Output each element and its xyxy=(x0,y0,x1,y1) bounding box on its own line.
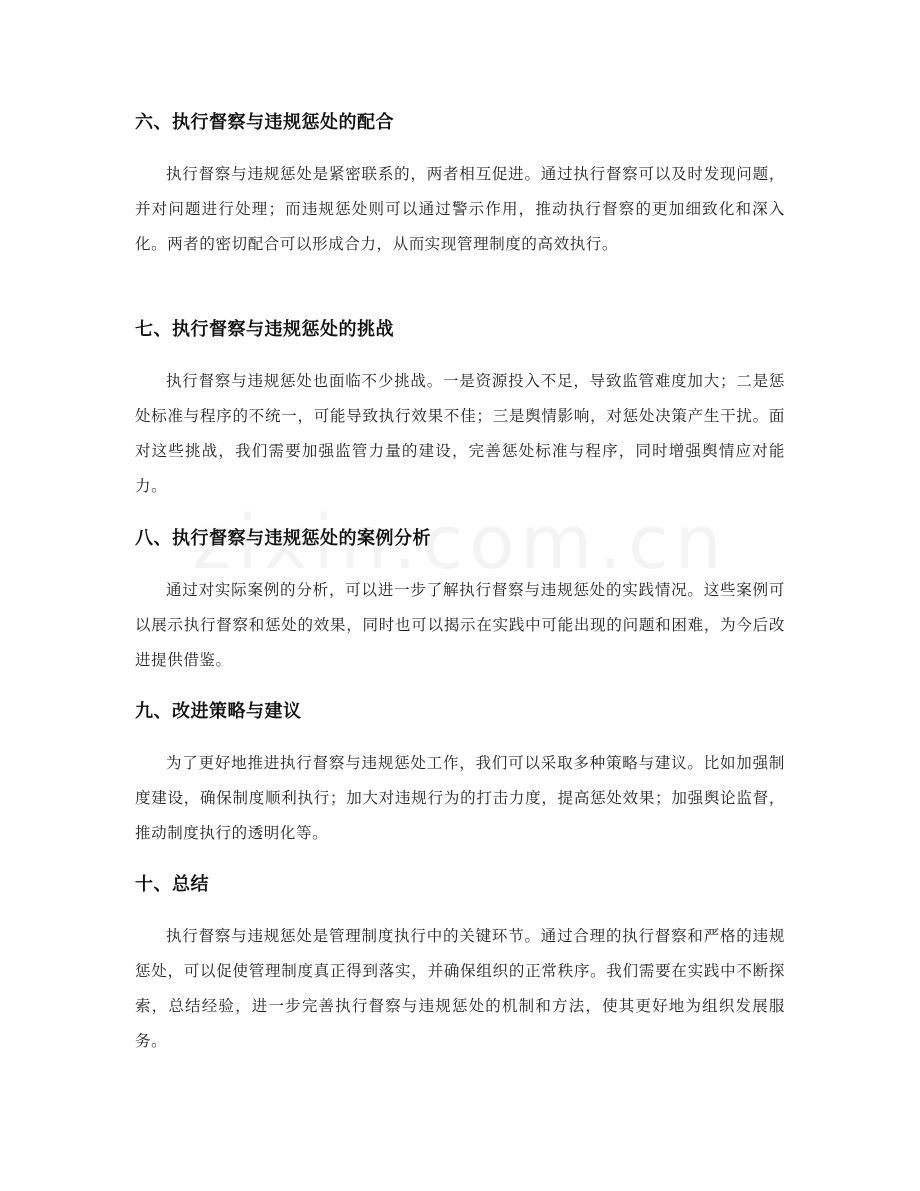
section-heading: 九、改进策略与建议 xyxy=(135,701,302,722)
section-paragraph: 执行督察与违规惩处是紧密联系的，两者相互促进。通过执行督察可以及时发现问题，并对问题进行处理；而违规惩处则可以通过警示作用，推动执行督察的更加细致化和深入化。两者的密切配合可以形成合力，从而实现管理制度的高效执行。 xyxy=(135,165,785,253)
section-10 xyxy=(135,870,785,1059)
section-heading: 八、执行督察与违规惩处的案例分析 xyxy=(135,528,431,549)
section-heading: 七、执行督察与违规惩处的挑战 xyxy=(135,319,394,340)
section-paragraph: 执行督察与违规惩处也面临不少挑战。一是资源投入不足，导致监管难度加大；二是惩处标准与程序的不统一，可能导致执行效果不佳；三是舆情影响，对惩处决策产生干扰。面对这些挑战，我们需要加强监管力量的建设，完善惩处标准与程序，同时增强舆情应对能力。 xyxy=(135,372,785,495)
section-7 xyxy=(135,315,785,504)
section-heading: 十、总结 xyxy=(135,874,209,895)
section-8 xyxy=(135,524,785,678)
section-6 xyxy=(135,108,785,262)
section-paragraph: 为了更好地推进执行督察与违规惩处工作，我们可以采取多种策略与建议。比如加强制度建设，确保制度顺利执行；加大对违规行为的打击力度，提高惩处效果；加强舆论监督，推动制度执行的透明化等。 xyxy=(135,754,785,842)
section-paragraph: 执行督察与违规惩处是管理制度执行中的关键环节。通过合理的执行督察和严格的违规惩处，可以促使管理制度真正得到落实，并确保组织的正常秩序。我们需要在实践中不断探索，总结经验，进一步完善执行督察与违规惩处的机制和方法，使其更好地为组织发展服务。 xyxy=(135,927,785,1050)
section-heading: 六、执行督察与违规惩处的配合 xyxy=(135,112,394,133)
section-9 xyxy=(135,697,785,851)
section-paragraph: 通过对实际案例的分析，可以进一步了解执行督察与违规惩处的实践情况。这些案例可以展示执行督察和惩处的效果，同时也可以揭示在实践中可能出现的问题和困难，为今后改进提供借鉴。 xyxy=(135,581,785,669)
